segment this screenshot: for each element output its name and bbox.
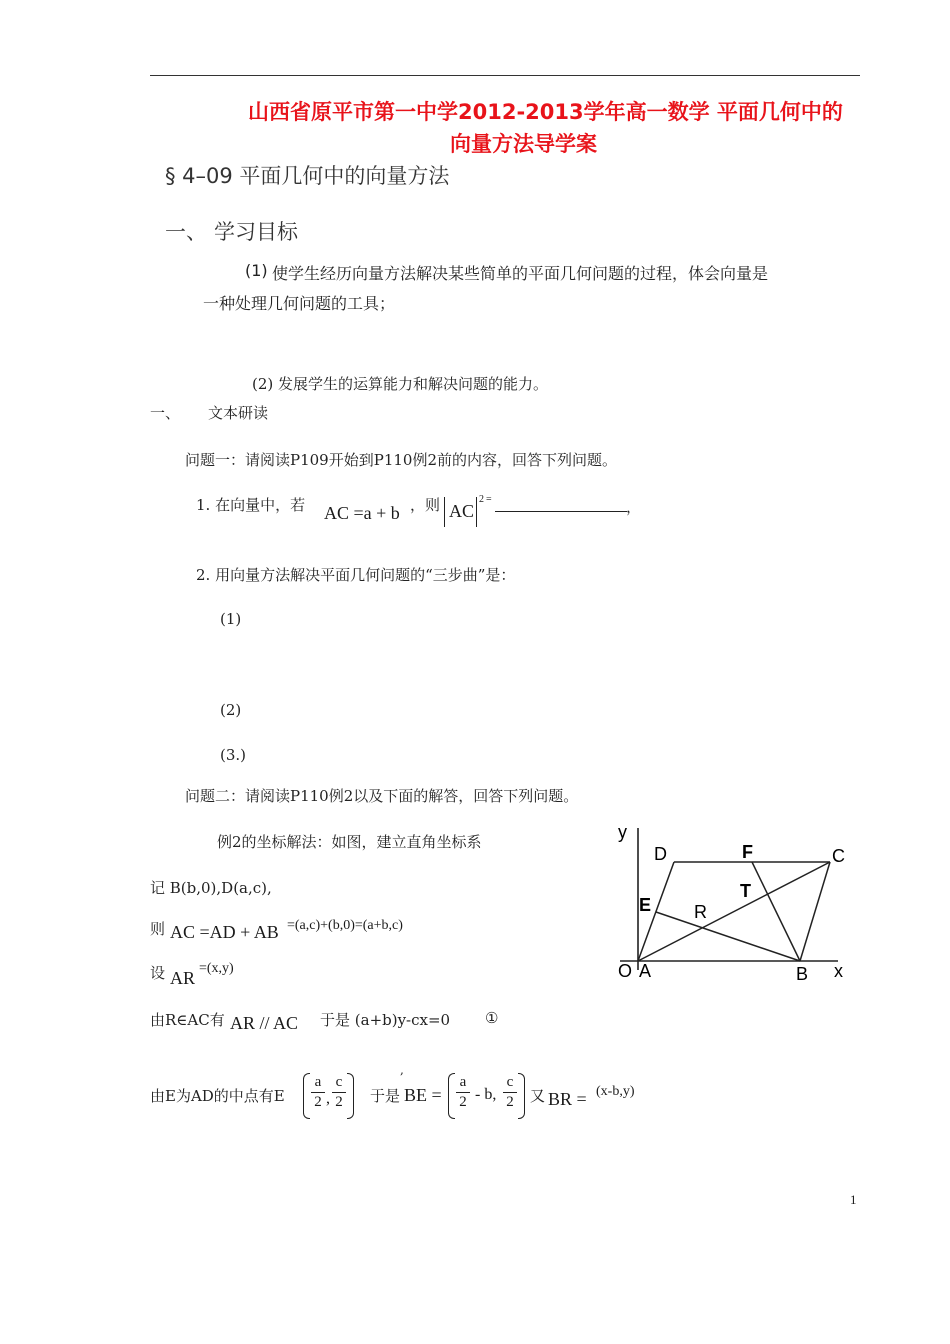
diagonal-AC <box>638 862 830 961</box>
frac-c-den: 2 <box>506 1094 514 1110</box>
q1-item2-text: 2. 用向量方法解决平面几何问题的“三步曲”是： <box>196 566 516 584</box>
then-label: 则 <box>150 920 166 938</box>
set-value: =(x,y) <box>199 961 234 976</box>
also-label: 又 <box>530 1087 546 1105</box>
answer-blank[interactable] <box>495 511 627 512</box>
frac-a-den: 2 <box>314 1094 322 1110</box>
q1-step-3: (3.) <box>220 746 247 764</box>
example-title: 例2的坐标解法：如图，建立直角坐标系 <box>217 833 482 851</box>
q1-item1-comma: ， <box>626 498 642 516</box>
frac-a-num: a <box>459 1074 467 1090</box>
q1-item1-equals: = <box>486 494 492 505</box>
frac-a-den: 2 <box>459 1094 467 1110</box>
label-O: O <box>618 961 633 981</box>
set-label: 设 <box>150 964 166 982</box>
doc-title-line2: 向量方法导学案 <box>450 132 597 156</box>
coord-note: 记 B(b,0),D(a,c), <box>150 879 272 897</box>
q1-item1-abs-vector: AC <box>449 501 475 521</box>
frac-bar <box>311 1092 325 1093</box>
q1-item1-exponent: 2 <box>479 494 484 505</box>
frac-a-num: a <box>314 1074 322 1090</box>
question-1-prompt: 问题一：请阅读P109开始到P110例2前的内容，回答下列问题。 <box>185 451 617 469</box>
label-E: E <box>639 895 652 915</box>
label-A: A <box>639 961 652 981</box>
abs-bar-left <box>444 497 445 527</box>
objectives-number: 一、 <box>165 220 207 244</box>
minus-b: - b, <box>475 1086 497 1103</box>
frac-bar <box>503 1092 517 1093</box>
frac-comma: , <box>326 1090 330 1107</box>
q1-item1-formula: AC =a + b <box>324 503 400 523</box>
label-D: D <box>654 844 667 864</box>
br-value: (x-b,y) <box>596 1084 635 1099</box>
header-rule <box>150 75 860 76</box>
set-formula: AR <box>170 968 196 988</box>
q1-step-1: (1) <box>220 610 242 628</box>
stray-mark: , <box>400 1063 404 1077</box>
frac-a-over-2 <box>456 1074 470 1111</box>
section-heading: § 4–09 平面几何中的向量方法 <box>165 164 450 188</box>
q1-step-2: (2) <box>220 701 242 719</box>
reading-number: 一、 <box>150 404 181 422</box>
label-C: C <box>832 846 845 866</box>
paren-right <box>347 1073 354 1119</box>
r-formula: AR // AC <box>230 1013 299 1033</box>
frac-c-den: 2 <box>335 1094 343 1110</box>
question-2-prompt: 问题二：请阅读P110例2以及下面的解答，回答下列问题。 <box>185 787 579 805</box>
frac-a-over-2 <box>311 1074 325 1111</box>
label-B: B <box>796 964 809 984</box>
label-T: T <box>740 881 751 901</box>
then-value: =(a,c)+(b,0)=(a+b,c) <box>287 918 403 933</box>
label-F: F <box>742 842 753 862</box>
label-R: R <box>694 902 707 922</box>
frac-c-over-2 <box>503 1074 517 1111</box>
objective-1-number: (1) <box>245 261 268 280</box>
paren-left <box>448 1073 455 1119</box>
be-formula: BE = <box>404 1085 442 1105</box>
segment-EB <box>656 912 800 961</box>
r-then: 于是 (a+b)y-cx=0 <box>320 1011 451 1029</box>
frac-c-over-2 <box>332 1074 346 1111</box>
abs-bar-right <box>476 497 477 527</box>
q1-item1-then: ，则 <box>410 496 441 514</box>
objectives-title: 学习目标 <box>214 220 298 244</box>
paren-right <box>518 1073 525 1119</box>
label-x: x <box>834 961 843 981</box>
parallelogram-figure <box>610 818 855 988</box>
side-CB <box>800 862 830 961</box>
objective-1-line1: 使学生经历向量方法解决某些简单的平面几何问题的过程，体会向量是 <box>272 264 769 283</box>
objective-1-line2: 一种处理几何问题的工具； <box>203 294 396 313</box>
r-prefix: 由R∈AC有 <box>150 1011 225 1029</box>
q1-item1-text: 1. 在向量中，若 <box>196 496 306 514</box>
e-prefix: 由E为AD的中点有E <box>150 1087 285 1105</box>
frac-bar <box>332 1092 346 1093</box>
e-then: 于是 <box>370 1087 401 1105</box>
doc-title-line1: 山西省原平市第一中学2012-2013学年高一数学 平面几何中的 <box>248 100 843 124</box>
r-mark: ① <box>485 1009 499 1027</box>
objective-2: (2) 发展学生的运算能力和解决问题的能力。 <box>252 375 549 393</box>
reading-title: 文本研读 <box>208 404 269 422</box>
frac-c-num: c <box>506 1074 514 1090</box>
paren-left <box>303 1073 310 1119</box>
then-formula: AC =AD + AB <box>170 922 279 942</box>
label-y: y <box>618 822 627 842</box>
page-number: 1 <box>850 1192 857 1207</box>
frac-bar <box>456 1092 470 1093</box>
br-formula: BR = <box>548 1089 587 1109</box>
segment-FB <box>752 862 800 961</box>
frac-c-num: c <box>335 1074 343 1090</box>
